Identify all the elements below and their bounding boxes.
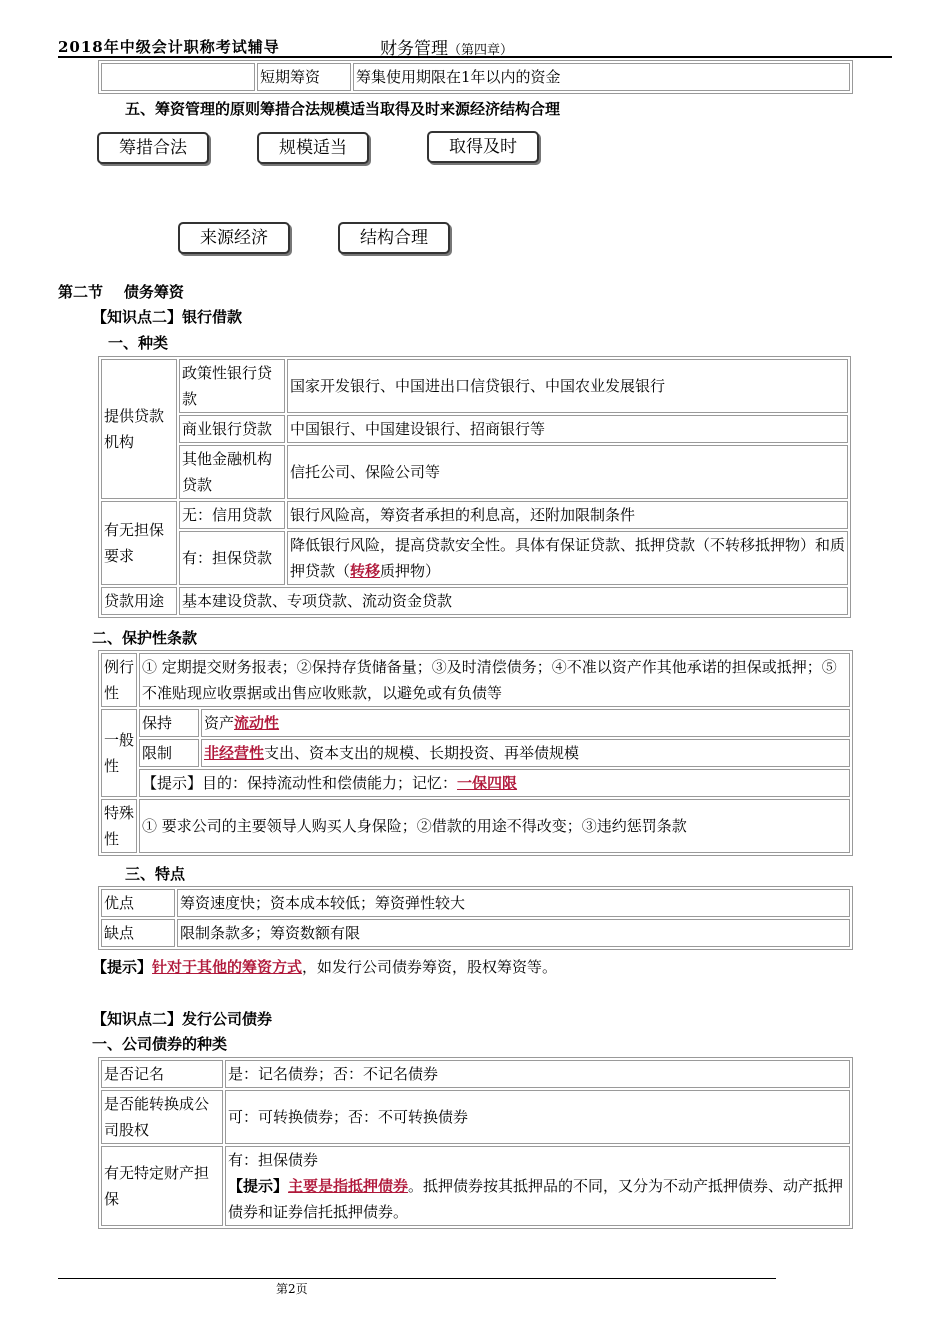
cell-text: 降低银行风险，提高贷款安全性。具体有保证贷款、抵押贷款（不转移抵押物）和质押贷款（ xyxy=(290,536,846,580)
table-cell: 有无担保要求 xyxy=(101,501,177,585)
table-cell: 限制条款多；筹资数额有限 xyxy=(177,919,850,947)
table-row xyxy=(101,531,848,585)
table-cell: 优点 xyxy=(101,889,175,917)
cell-text: 资产 xyxy=(204,714,235,732)
table-cell: 筹资速度快；资本成本较低；筹资弹性较大 xyxy=(177,889,850,917)
table-cell: 是：记名债券；否：不记名债券 xyxy=(225,1060,850,1088)
table-cell: ① 定期提交财务报表；②保持存货储备量；③及时清偿债务；④不准以资产作其他承诺的担保或抵押；⑤不准贴现应收票据或出售应收账款，以避免或有负债等 xyxy=(139,653,850,707)
cell-text: 【提示】目的：保持流动性和偿债能力；记忆： xyxy=(142,774,458,792)
subheading-types: 一、种类 xyxy=(108,334,169,352)
cell-text: 。抵押债券按其抵押品的不同，又分为不动产抵押债券、动产抵押债券和证券信托抵押债券。 xyxy=(228,1177,844,1221)
table-cell: 是否能转换成公司股权 xyxy=(101,1090,223,1144)
highlight-text: 一保四限 xyxy=(457,774,518,792)
header-course: 2018年中级会计职称考试辅导 xyxy=(58,38,280,56)
table-cell: 缺点 xyxy=(101,919,175,947)
highlight-text: 主要是指抵押债券 xyxy=(288,1177,409,1195)
knowledge-point-title: 【知识点二】银行借款 xyxy=(92,308,243,326)
table-row xyxy=(101,501,848,529)
subheading-clauses: 二、保护性条款 xyxy=(92,629,198,647)
table-row xyxy=(101,587,848,615)
table-cell: 保持 xyxy=(139,709,199,737)
table-cell: ① 要求公司的主要领导人购买人身保险；②借款的用途不得改变；③违约惩罚条款 xyxy=(139,799,850,853)
table-cell: 政策性银行贷款 xyxy=(179,359,285,413)
tip-label: 【提示】 xyxy=(92,958,153,976)
financing-period-table xyxy=(98,60,853,94)
table-row xyxy=(101,1090,850,1144)
tip-label: 【提示】 xyxy=(228,1177,289,1195)
table-cell: 贷款用途 xyxy=(101,587,177,615)
table-row xyxy=(101,709,850,737)
table-cell: 可：可转换债券；否：不可转换债券 xyxy=(225,1090,850,1144)
cell-tip xyxy=(228,1173,847,1225)
highlight-text: 转移 xyxy=(350,562,381,580)
table-row xyxy=(101,653,850,707)
tip-paragraph xyxy=(92,956,557,977)
table-row xyxy=(101,415,848,443)
subheading-bond-types: 一、公司债券的种类 xyxy=(92,1035,228,1053)
table-cell: 信托公司、保险公司等 xyxy=(287,445,848,499)
loan-types-table xyxy=(98,356,851,618)
footer-rule xyxy=(58,1278,776,1279)
table-cell: 限制 xyxy=(139,739,199,767)
table-row xyxy=(101,769,850,797)
table-cell: 无：信用贷款 xyxy=(179,501,285,529)
table-cell: 有：担保贷款 xyxy=(179,531,285,585)
table-cell xyxy=(201,709,850,737)
bond-types-table xyxy=(98,1057,853,1229)
table-row xyxy=(101,63,850,91)
table-cell: 其他金融机构贷款 xyxy=(179,445,285,499)
table-row xyxy=(101,1060,850,1088)
cell-text: 质押物） xyxy=(380,562,441,580)
table-row xyxy=(101,919,850,947)
table-cell: 基本建设贷款、专项贷款、流动资金贷款 xyxy=(179,587,848,615)
header-chapter: （第四章） xyxy=(448,43,514,58)
table-cell xyxy=(225,1146,850,1226)
table-cell: 短期筹资 xyxy=(257,63,351,91)
table-row xyxy=(101,739,850,767)
table-cell: 提供贷款机构 xyxy=(101,359,177,499)
table-row xyxy=(101,359,848,413)
table-cell: 筹集使用期限在1年以内的资金 xyxy=(353,63,850,91)
table-cell xyxy=(287,531,848,585)
table-row xyxy=(101,799,850,853)
principle-box-economic: 来源经济 xyxy=(178,222,290,254)
table-cell: 商业银行贷款 xyxy=(179,415,285,443)
features-table xyxy=(98,886,853,950)
table-cell: 有无特定财产担保 xyxy=(101,1146,223,1226)
tip-text: ，如发行公司债券筹资，股权筹资等。 xyxy=(302,958,558,976)
header-subject-name: 财务管理 xyxy=(380,39,448,59)
table-cell: 一般性 xyxy=(101,709,137,797)
principles-heading: 五、筹资管理的原则筹措合法规模适当取得及时来源经济结构合理 xyxy=(125,100,561,118)
header-rule xyxy=(58,56,892,58)
cell-text: 有：担保债券 xyxy=(228,1151,319,1169)
table-row xyxy=(101,445,848,499)
cell-text: 支出、资本支出的规模、长期投资、再举债规模 xyxy=(264,744,580,762)
table-cell: 是否记名 xyxy=(101,1060,223,1088)
protective-clauses-table xyxy=(98,650,853,856)
table-cell: 国家开发银行、中国进出口信贷银行、中国农业发展银行 xyxy=(287,359,848,413)
highlight-text: 针对于其他的筹资方式 xyxy=(152,958,303,976)
knowledge-point-title: 【知识点二】发行公司债券 xyxy=(92,1010,273,1028)
table-cell: 特殊性 xyxy=(101,799,137,853)
principle-box-legal: 筹措合法 xyxy=(97,132,209,164)
principle-box-scale: 规模适当 xyxy=(257,132,369,164)
subheading-features: 三、特点 xyxy=(125,865,186,883)
table-cell xyxy=(139,769,850,797)
table-cell: 例行性 xyxy=(101,653,137,707)
section-title: 第二节 债务筹资 xyxy=(58,283,184,301)
highlight-text: 非经营性 xyxy=(204,744,265,762)
principle-box-timely: 取得及时 xyxy=(427,131,539,163)
table-cell: 中国银行、中国建设银行、招商银行等 xyxy=(287,415,848,443)
principle-box-structure: 结构合理 xyxy=(338,222,450,254)
table-row xyxy=(101,1146,850,1226)
page-number: 第2页 xyxy=(276,1282,308,1296)
table-cell xyxy=(201,739,850,767)
table-cell xyxy=(101,63,255,91)
table-row xyxy=(101,889,850,917)
highlight-text: 流动性 xyxy=(234,714,280,732)
table-cell: 银行风险高，筹资者承担的利息高，还附加限制条件 xyxy=(287,501,848,529)
